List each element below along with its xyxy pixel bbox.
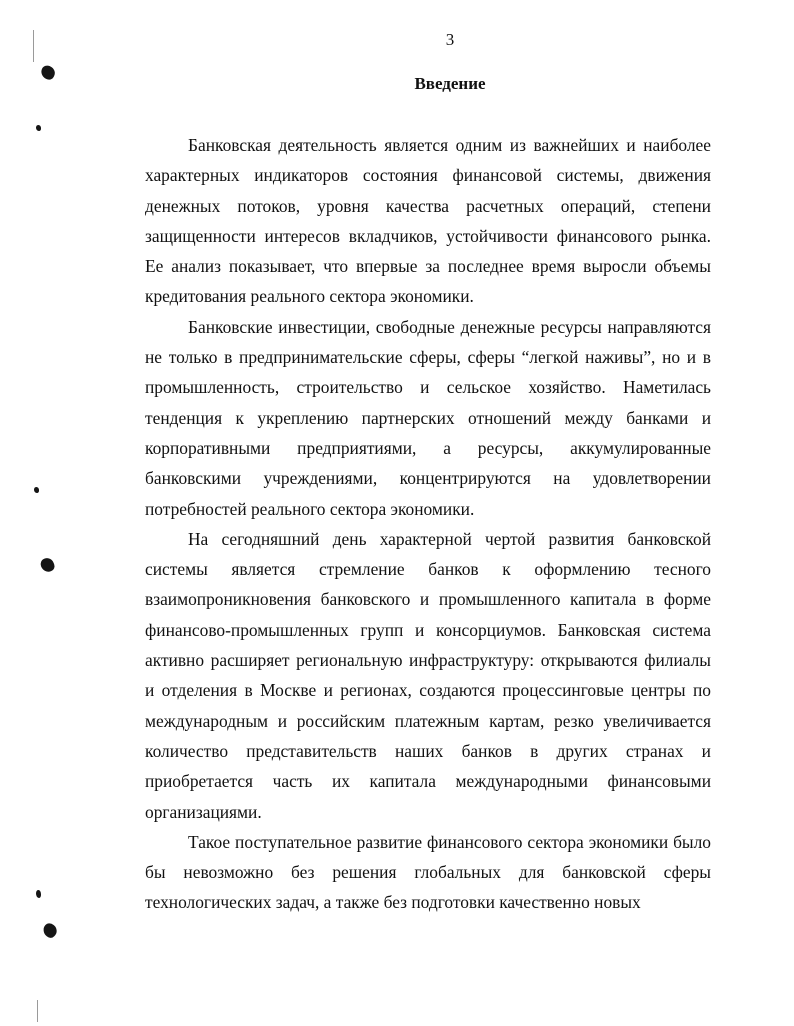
scan-speck-2 [36, 125, 41, 131]
body-text [145, 130, 711, 918]
page-title: Введение [414, 74, 486, 93]
scan-edge-mark-top [33, 30, 34, 62]
scan-speck-6 [40, 921, 59, 940]
scan-edge-mark-bottom [37, 1000, 38, 1022]
paragraph-2: Банковские инвестиции, свободные денежные ресурсы направляются не только в предпринимательские сферы, сферы “легкой наживы”, но и в промышленность, строительство и сельское хозяйство. Наметилась тенденция к укреплению партнерских отношений между банками и корпоративными предприятиями, а ресурсы, аккумулированные банковскими учреждениями, концентрируются на удовлетворении потребностей реального сектора экономики. [145, 316, 711, 519]
paragraph-1: Банковская деятельность является одним из важнейших и наиболее характерных индикаторов состояния финансовой системы, движения денежных потоков, уровня качества расчетных операций, степени защищенности интересов вкладчиков, устойчивости финансового рынка. Ее анализ показывает, что впервые за последнее время выросли объемы кредитования реального сектора экономики. [145, 135, 711, 307]
scan-speck-3 [34, 487, 39, 493]
paragraph-4: Такое поступательное развитие финансового сектора экономики было бы невозможно без решения глобальных для банковской сферы технологических задач, а также без подготовки качественно новых [145, 831, 711, 913]
page-number: 3 [445, 30, 455, 49]
scan-speck-4 [39, 556, 56, 574]
scan-speck-5 [36, 890, 41, 898]
paragraph-3: На сегодняшний день характерной чертой развития банковской системы является стремление банков к оформлению тесного взаимопроникновения банковского и промышленного капитала в форме финансово-промышленных групп и консорциумов. Банковская система активно расширяет региональную инфраструктуру: открываются филиалы и отделения в Москве и регионах, создаются процессинговые центры по международным и российским платежным картам, резко увеличивается количество представительств наших банков в других странах и приобретается часть их капитала международными финансовыми организациями. [145, 528, 711, 822]
